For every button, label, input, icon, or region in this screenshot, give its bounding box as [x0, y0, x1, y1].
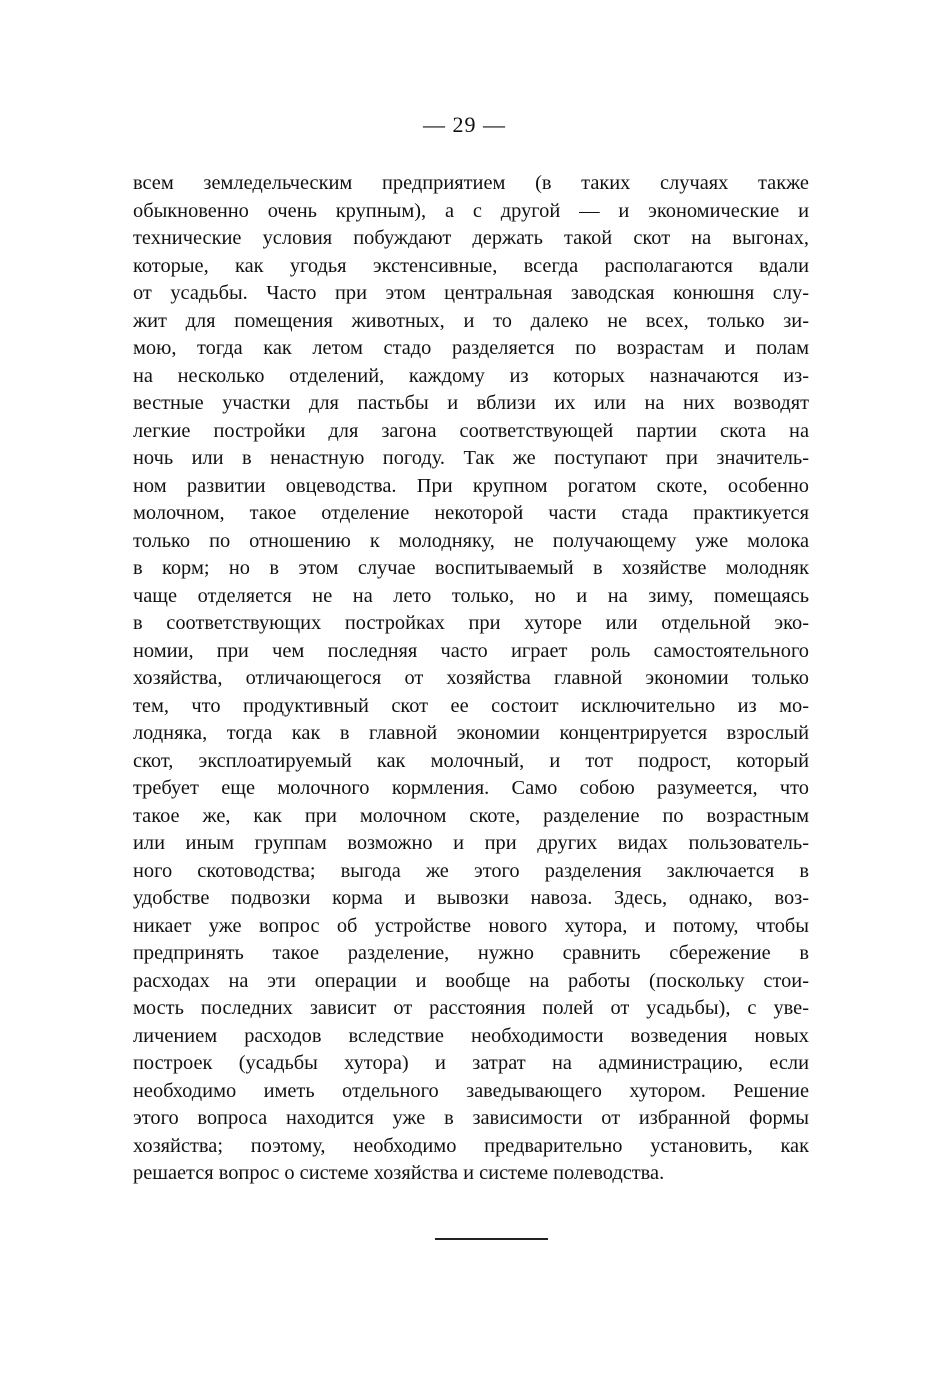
- text-line: скот, эксплоатируемый как молочный, и тот подрост, который: [133, 749, 809, 772]
- page-number: — 29 —: [423, 112, 506, 137]
- text-line: ного скотоводства; выгода же этого разделения заключается в: [133, 859, 809, 882]
- text-line: в корм; но в этом случае воспитываемый в хозяйстве молодняк: [133, 557, 809, 579]
- text-line: мою, тогда как летом стадо разделяется по возрастам и полам: [133, 337, 809, 359]
- text-line: только по отношению к молодняку, не получающему уже молока: [133, 529, 809, 552]
- text-line: легкие постройки для загона соответствующей партии скота на: [133, 419, 809, 442]
- text-line: предпринять такое разделение, нужно сравнить сбережение в: [133, 942, 809, 964]
- text-line: которые, как угодья экстенсивные, всегда располагаются вдали: [133, 254, 809, 277]
- text-line: лодняка, тогда как в главной экономии концентрируется взрослый: [133, 722, 809, 744]
- text-line: в соответствующих постройках при хуторе или отдельной эко-: [133, 612, 809, 634]
- text-line: такое же, как при молочном скоте, разделение по возрастным: [133, 804, 809, 827]
- text-line: ночь или в ненастную погоду. Так же поступают при значитель-: [133, 447, 809, 469]
- text-line: технические условия побуждают держать такой скот на выгонах,: [133, 227, 809, 249]
- text-line: номии, при чем последняя часто играет роль самостоятельного: [133, 639, 809, 662]
- text-line: этого вопроса находится уже в зависимости от избранной формы: [133, 1107, 809, 1129]
- text-line: или иным группам возможно и при других видах пользователь-: [133, 832, 809, 854]
- text-line: необходимо иметь отдельного заведывающего хутором. Решение: [133, 1079, 809, 1102]
- text-line: мость последних зависит от расстояния полей от усадьбы), с уве-: [133, 997, 809, 1019]
- body-paragraph: [133, 170, 809, 1188]
- text-line: построек (усадьбы хутора) и затрат на администрацию, если: [133, 1052, 809, 1074]
- text-line: удобстве подвозки корма и вывозки навоза. Здесь, однако, воз-: [133, 887, 809, 909]
- text-line: от усадьбы. Часто при этом центральная заводская конюшня слу-: [133, 282, 809, 304]
- text-line: хозяйства; поэтому, необходимо предварительно установить, как: [133, 1134, 809, 1157]
- text-line: вестные участки для пастьбы и вблизи их или на них возводят: [133, 392, 809, 414]
- text-line: чаще отделяется не на лето только, но и на зиму, помещаясь: [133, 584, 809, 607]
- text-line: никает уже вопрос об устройстве нового хутора, и потому, чтобы: [133, 914, 809, 937]
- text-line: требует еще молочного кормления. Само собою разумеется, что: [133, 777, 809, 799]
- text-line: всем земледельческим предприятием (в таких случаях также: [133, 172, 809, 194]
- text-line: на несколько отделений, каждому из которых назначаются из-: [133, 364, 809, 387]
- text-line: решается вопрос о системе хозяйства и системе полеводства.: [133, 1162, 665, 1184]
- text-line: ном развитии овцеводства. При крупном рогатом скоте, особенно: [133, 474, 809, 497]
- text-line: тем, что продуктивный скот ее состоит исключительно из мо-: [133, 694, 809, 717]
- text-line: расходах на эти операции и вообще на работы (поскольку стои-: [133, 969, 809, 992]
- text-line: личением расходов вследствие необходимости возведения новых: [133, 1024, 809, 1047]
- section-end-rule: [435, 1238, 548, 1240]
- text-line: обыкновенно очень крупным), а с другой — и экономические и: [133, 199, 809, 222]
- text-line: молочном, такое отделение некоторой части стада практикуется: [133, 502, 809, 524]
- text-line: жит для помещения животных, и то далеко не всех, только зи-: [133, 309, 809, 332]
- text-line: хозяйства, отличающегося от хозяйства главной экономии только: [133, 667, 809, 689]
